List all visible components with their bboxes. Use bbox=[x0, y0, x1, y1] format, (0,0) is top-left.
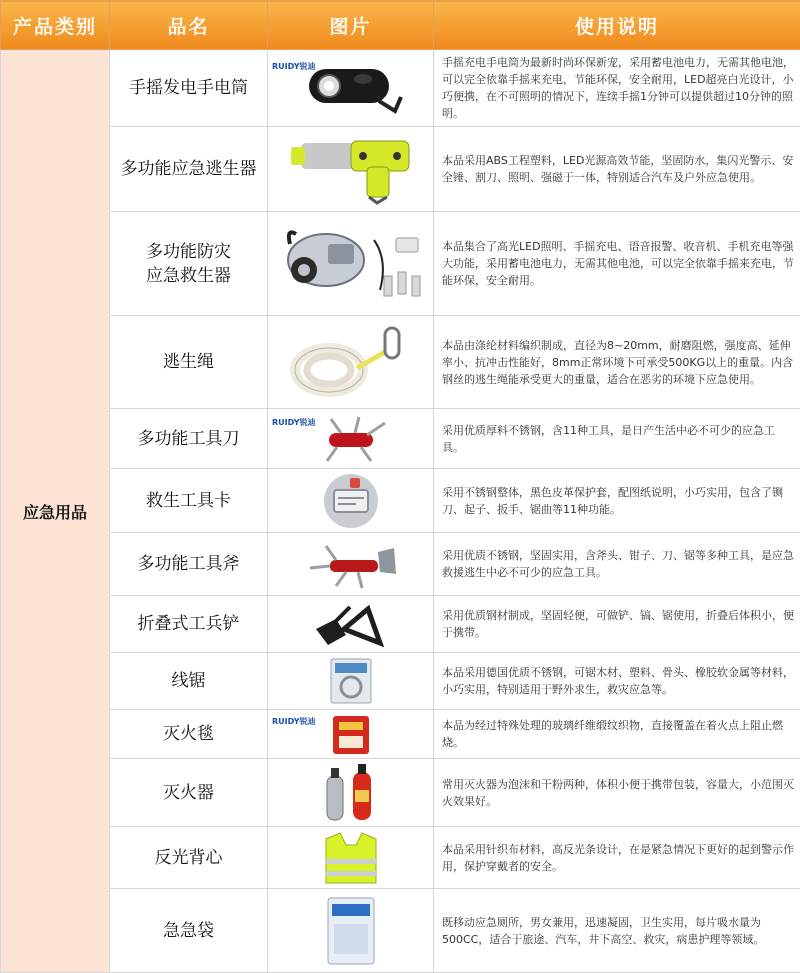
table-row bbox=[1, 827, 800, 889]
header-image: 图片 bbox=[268, 1, 434, 50]
product-description: 本品为经过特殊处理的玻璃纤维缎纹织物，直接覆盖在着火点上阻止燃烧。 bbox=[434, 710, 800, 759]
escape-rope-icon bbox=[281, 322, 421, 402]
product-image-cell bbox=[268, 316, 434, 409]
product-description: 本品采用德国优质不锈钢，可锯木材、塑料、骨头、橡胶软金属等材料，小巧实用，特别适用于野外求生，救灾应急等。 bbox=[434, 653, 800, 710]
product-name: 反光背心 bbox=[110, 827, 268, 889]
product-name: 多功能工具斧 bbox=[110, 533, 268, 596]
product-name: 折叠式工兵铲 bbox=[110, 596, 268, 653]
table-row bbox=[1, 127, 800, 212]
fire-blanket-icon bbox=[321, 712, 381, 756]
product-image-cell bbox=[268, 889, 434, 973]
brand-logo: RUIDY锐迪 bbox=[272, 61, 315, 72]
product-image-cell bbox=[268, 710, 434, 759]
header-row bbox=[1, 1, 800, 50]
product-image-cell bbox=[268, 127, 434, 212]
rescue-radio-device-icon bbox=[276, 220, 426, 308]
product-name: 救生工具卡 bbox=[110, 469, 268, 533]
product-image-cell bbox=[268, 827, 434, 889]
brand-logo: RUIDY锐迪 bbox=[272, 716, 315, 727]
emergency-escape-hammer-icon bbox=[281, 133, 421, 205]
product-description: 采用优质厚料不锈钢，含11种工具，是日产生活中必不可少的应急工具。 bbox=[434, 409, 800, 469]
table-row bbox=[1, 50, 800, 127]
product-name: 灭火毯 bbox=[110, 710, 268, 759]
product-description: 本品采用ABS工程塑料，LED光源高效节能，坚固防水，集闪光警示、安全锤、割刀、照明、强磁于一体，特别适合汽车及户外应急使用。 bbox=[434, 127, 800, 212]
product-image-cell bbox=[268, 469, 434, 533]
header-category: 产品类别 bbox=[1, 1, 110, 50]
table-row bbox=[1, 469, 800, 533]
product-description: 常用灭火器为泡沫和干粉两种，体积小便于携带包装，容量大，小范围灭火效果好。 bbox=[434, 759, 800, 827]
header-description: 使用说明 bbox=[434, 1, 800, 50]
wire-saw-icon bbox=[321, 655, 381, 707]
table-row bbox=[1, 212, 800, 316]
emergency-bag-icon bbox=[316, 894, 386, 968]
header-name: 品名 bbox=[110, 1, 268, 50]
survival-tool-card-icon bbox=[316, 472, 386, 530]
product-image-cell bbox=[268, 533, 434, 596]
table-row bbox=[1, 316, 800, 409]
product-description: 采用优质不锈钢，坚固实用，含斧头、钳子、刀、锯等多种工具，是应急救援逃生中必不可少的应急工具。 bbox=[434, 533, 800, 596]
product-description: 本品采用针织布材料，高反光条设计，在是紧急情况下更好的起到警示作用，保护穿戴者的安全。 bbox=[434, 827, 800, 889]
product-name: 逃生绳 bbox=[110, 316, 268, 409]
product-name: 急急袋 bbox=[110, 889, 268, 973]
table-row bbox=[1, 533, 800, 596]
product-image-cell bbox=[268, 409, 434, 469]
product-image-cell bbox=[268, 759, 434, 827]
product-name-text: 多功能防灾应急救生器 bbox=[144, 240, 232, 288]
product-image-cell bbox=[268, 50, 434, 127]
multi-tool-axe-icon bbox=[296, 538, 406, 590]
reflective-vest-icon bbox=[316, 829, 386, 887]
product-image-cell bbox=[268, 212, 434, 316]
product-description: 既移动应急厕所，男女兼用，迅速凝固，卫生实用，每片吸水量为500CC，适合于旅途、汽车，井下高空、救灾，病患护理等领域。 bbox=[434, 889, 800, 973]
product-description: 采用优质钢材制成，坚固轻便，可做铲、镐、锯使用，折叠后体积小，便于携带。 bbox=[434, 596, 800, 653]
table-row bbox=[1, 710, 800, 759]
table-row bbox=[1, 889, 800, 973]
product-description: 采用不锈钢整体，黑色皮革保护套，配图纸说明，小巧实用，包含了铡刀、起子、扳手、锯曲等11种功能。 bbox=[434, 469, 800, 533]
brand-logo: RUIDY锐迪 bbox=[272, 417, 315, 428]
product-description: 本品集合了高光LED照明、手摇充电、语音报警、收音机、手机充电等强大功能，采用蓄电池电力，无需其他电池，可以完全依靠手摇来充电，节能环保，安全耐用。 bbox=[434, 212, 800, 316]
table-row bbox=[1, 653, 800, 710]
fire-extinguisher-icon bbox=[311, 762, 391, 824]
product-name: 多功能应急逃生器 bbox=[110, 127, 268, 212]
product-description: 手摇充电手电筒为最新时尚环保新宠，采用蓄电池电力，无需其他电池，可以完全依靠手摇来充电，节能环保，安全耐用，LED超亮白光设计，小巧便携，在不可照明的情况下，连续手摇1分钟可以提供超过10分钟的照明。 bbox=[434, 50, 800, 127]
product-name: 多功能工具刀 bbox=[110, 409, 268, 469]
product-image-cell bbox=[268, 596, 434, 653]
product-image-cell bbox=[268, 653, 434, 710]
product-name bbox=[110, 212, 268, 316]
table-row bbox=[1, 409, 800, 469]
product-name: 灭火器 bbox=[110, 759, 268, 827]
table-row bbox=[1, 596, 800, 653]
table-row bbox=[1, 759, 800, 827]
category-cell: 应急用品 bbox=[1, 50, 110, 973]
product-name: 手摇发电手电筒 bbox=[110, 50, 268, 127]
product-name: 线锯 bbox=[110, 653, 268, 710]
folding-shovel-icon bbox=[306, 599, 396, 649]
product-description: 本品由涤纶材料编织制成，直径为8~20mm，耐磨阻燃，强度高、延伸率小、抗冲击性能好，8mm正常环境下可承受500KG以上的重量。内含钢丝的逃生绳能承受更大的重量，适合在恶劣的环境下应急使用。 bbox=[434, 316, 800, 409]
multi-tool-knife-icon bbox=[301, 413, 401, 465]
